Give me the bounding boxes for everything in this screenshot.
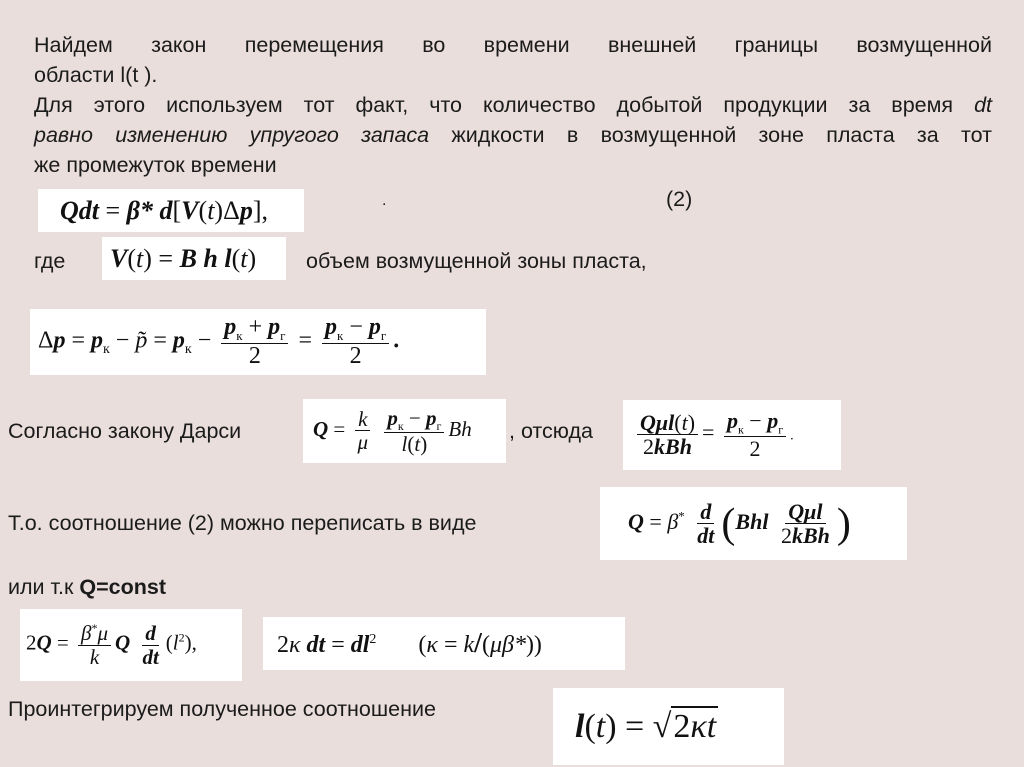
formula-rewritten xyxy=(600,487,907,560)
intro-paragraph xyxy=(34,30,992,90)
volume-description: объем возмущенной зоны пласта, xyxy=(306,249,647,273)
formula-darcy-math: Q = $\frac{k}{\mu}$ $\frac{p_к - p_г}{l(t)}$ Bh xyxy=(313,405,472,457)
formula-darcy xyxy=(303,399,506,463)
intro-line-1: Найдем закон перемещения во времени внешней границы возмущенной xyxy=(34,33,992,57)
formula-volume xyxy=(102,237,286,280)
formula-q-derivative xyxy=(20,609,242,681)
explanation-paragraph xyxy=(34,90,992,180)
explanation-dt: dt xyxy=(974,93,992,117)
formula-pressure-drop xyxy=(30,309,486,375)
explanation-line-2 xyxy=(34,120,992,150)
where-label: где xyxy=(34,249,66,273)
formula-kappa-math: 2κ dt = $dl^2$ (κ = k/(μβ*)) xyxy=(277,627,542,659)
formula-pressure-drop-math: $\Delta p = p_к$ − p̃ = $p_к$ − $\frac{p_к + p_г}{2}$ = $\frac{p_к - p_г}{2}$ . xyxy=(38,314,400,369)
formula-darcy-rearranged-math: $\frac{\text{Qμl(t)}}{\text{2kBh}}$ = $\frac{p_к - p_г}{2}$ . xyxy=(623,409,794,460)
or-since-text: или т.к xyxy=(8,575,80,599)
darcy-label: Согласно закону Дарси xyxy=(8,419,242,443)
hence-label: , отсюда xyxy=(509,419,593,443)
explanation-text-c: жидкости в возмущенной зоне пласта за тот xyxy=(429,123,992,147)
formula-rewritten-math: Q = β* $\frac{d}{dt}$ (Bhl $\frac{\text{Qμl}}{\text{2kBh}}$ ) xyxy=(628,498,851,548)
intro-line-2: области l(t ). xyxy=(34,63,158,87)
explanation-italic: равно изменению упругого запаса xyxy=(34,123,430,147)
formula-production-balance-math: Qdt = β* d[V(t)Δp], xyxy=(60,195,268,225)
equation-number: (2) xyxy=(666,187,693,211)
explanation-line-1 xyxy=(34,90,992,120)
or-since-label xyxy=(8,574,166,600)
separator-dot: . xyxy=(382,192,387,209)
formula-solution xyxy=(553,688,784,765)
formula-q-derivative-math: 2Q = $\frac{\beta^*\mu}{k}$ Q $\frac{d}{dt}$ $(l^2)$, xyxy=(26,621,197,669)
integrate-label: Проинтегрируем полученное соотношение xyxy=(8,697,436,721)
explanation-text-a: Для этого используем тот факт, что количество добытой продукции за время xyxy=(34,93,975,117)
formula-kappa xyxy=(263,617,625,670)
formula-volume-math: V(t) = B h l(t) xyxy=(110,243,257,273)
rewrite-label: Т.о. соотношение (2) можно переписать в виде xyxy=(8,511,477,535)
formula-darcy-rearranged xyxy=(623,400,841,470)
formula-production-balance xyxy=(38,189,304,232)
formula-solution-math: l(t) = √2κt xyxy=(575,707,717,745)
q-const-text: Q=const xyxy=(79,575,166,599)
explanation-line-3: же промежуток времени xyxy=(34,153,277,177)
